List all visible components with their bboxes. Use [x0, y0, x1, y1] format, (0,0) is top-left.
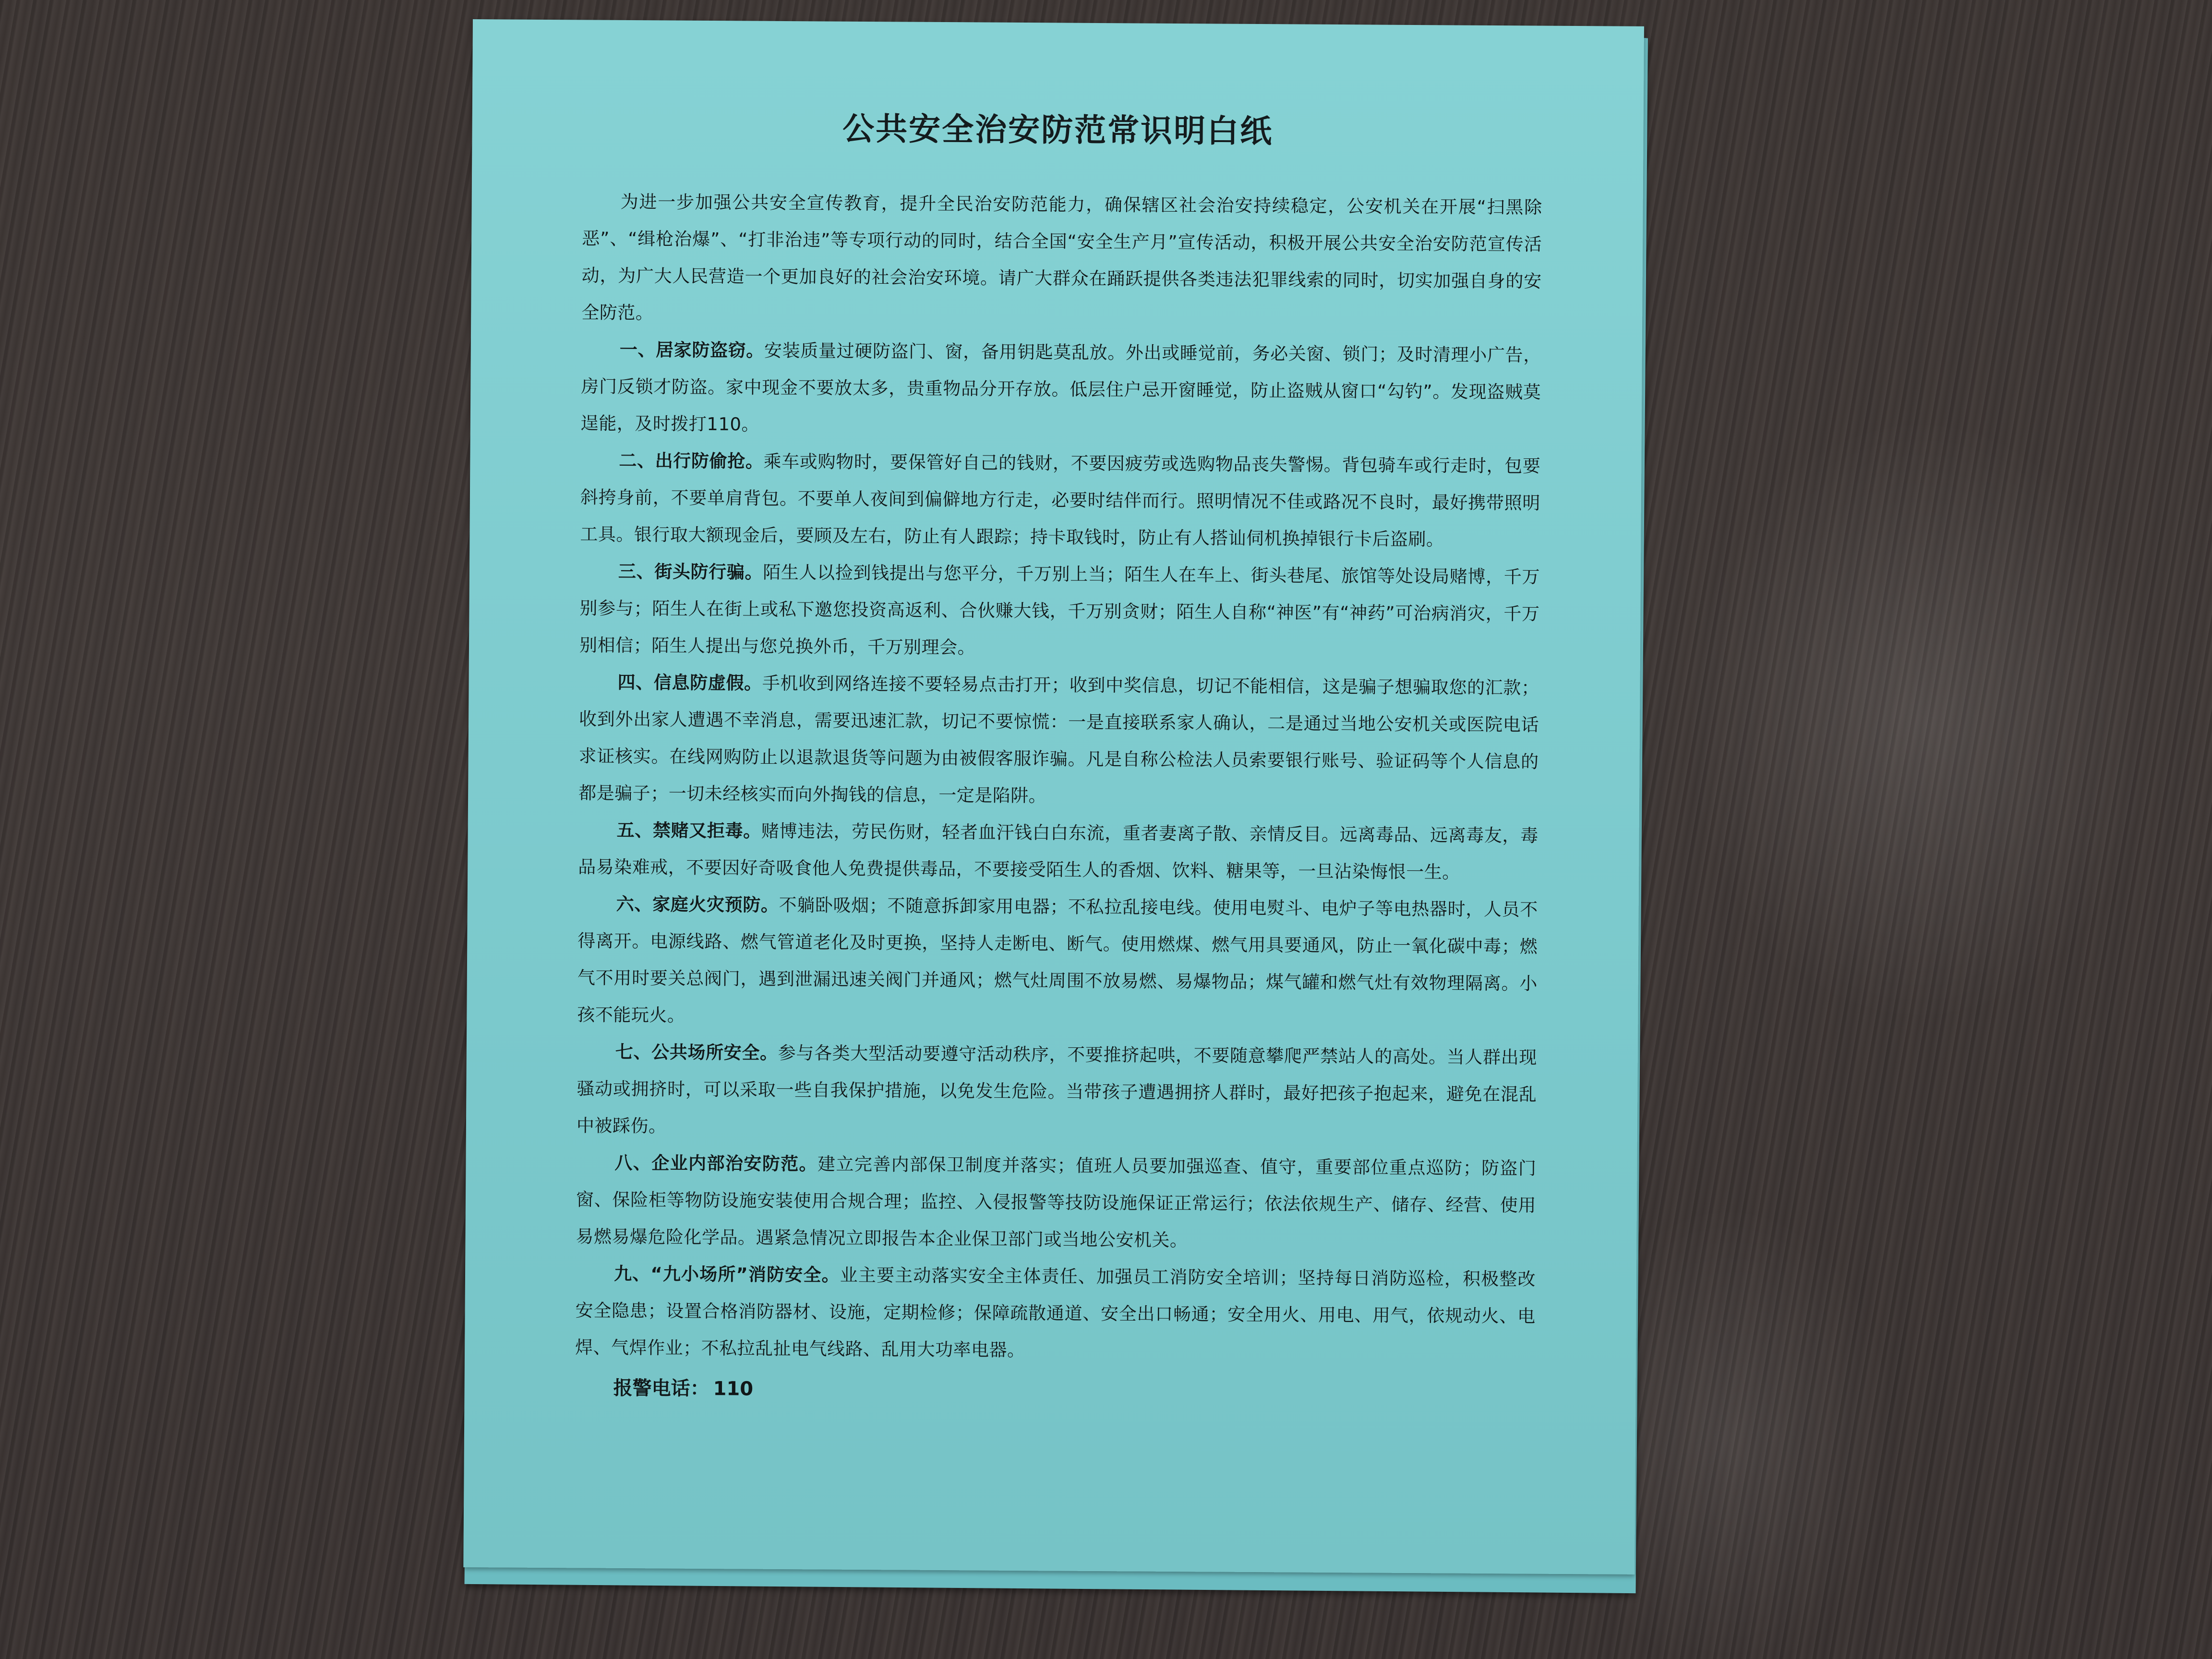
section-false-info	[578, 663, 1539, 817]
section-heading: 九、“九小场所”消防安全。	[613, 1263, 840, 1286]
section-heading: 三、街头防行骗。	[618, 561, 763, 583]
section-nine-small-places	[575, 1255, 1536, 1371]
section-text: 乘车或购物时，要保管好自己的钱财，不要因疲劳或选购物品丧失警惕。背包骑车或行走时，包要斜挎身前，不要单肩背包。不要单人夜间到偏僻地方行走，必要时结伴而行。照明情况不佳或路况不良时，最好携带照明工具。银行取大额现金后，要顾及左右，防止有人跟踪；持卡取钱时，防止有人搭讪伺机换掉银行卡后盗刷。	[580, 451, 1541, 550]
phone-label: 报警电话：	[613, 1377, 709, 1400]
section-home-theft	[581, 331, 1541, 447]
section-text: 手机收到网络连接不要轻易点击打开；收到中奖信息，切记不能相信，这是骗子想骗取您的汇款；收到外出家人遭遇不幸消息，需要迅速汇款，切记不要惊慌：一是直接联系家人确认，二是通过当地公安机关或医院电话求证核实。在线网购防止以退款退货等问题为由被假客服诈骗。凡是自称公检法人员索要银行账号、验证码等个人信息的都是骗子；一切未经核实而向外掏钱的信息，一定是陷阱。	[578, 673, 1539, 806]
section-travel-robbery	[580, 442, 1540, 558]
section-text: 不躺卧吸烟；不随意拆卸家用电器；不私拉乱接电线。使用电熨斗、电炉子等电热器时，人员不得离开。电源线路、燃气管道老化及时更换，坚持人走断电、断气。使用燃煤、燃气用具要通风，防止一氧化碳中毒；燃气不用时要关总阀门，遇到泄漏迅速关阀门并通风；燃气灶周围不放易燃、易爆物品；煤气罐和燃气灶有效物理隔离。小孩不能玩火。	[577, 894, 1538, 1026]
phone-number: 110	[713, 1378, 754, 1400]
section-gambling-drugs	[578, 811, 1539, 891]
section-heading: 七、公共场所安全。	[615, 1041, 778, 1063]
section-text: 业主要主动落实安全主体责任、加强员工消防安全培训；坚持每日消防巡检，积极整改安全隐患；设置合格消防器材、设施，定期检修；保障疏散通道、安全出口畅通；安全用火、用电、用气，依规动火、电焊、气焊作业；不私拉乱扯电气线路、乱用大功率电器。	[575, 1264, 1536, 1361]
section-text: 建立完善内部保卫制度并落实；值班人员要加强巡查、值守，重要部位重点巡防；防盗门窗、保险柜等物防设施安装使用合规合理；监控、入侵报警等技防设施保证正常运行；依法依规生产、储存、经营、使用易燃易爆危险化学品。遇紧急情况立即报告本企业保卫部门或当地公安机关。	[576, 1154, 1537, 1251]
document-title: 公共安全治安防范常识明白纸	[842, 110, 1274, 150]
section-heading: 六、家庭火灾预防。	[616, 893, 779, 915]
notice-paper	[463, 19, 1644, 1575]
section-enterprise-security	[576, 1144, 1536, 1261]
section-heading: 二、出行防偷抢。	[619, 450, 764, 472]
section-public-places	[577, 1033, 1537, 1150]
section-street-fraud	[579, 553, 1540, 669]
section-text: 赌博违法，劳民伤财，轻者血汗钱白白东流，重者妻离子散、亲情反目。远离毒品、远离毒友，毒品易染难戒，不要因好奇吸食他人免费提供毒品，不要接受陌生人的香烟、饮料、糖果等，一旦沾染悔恨一生。	[578, 820, 1539, 883]
section-heading: 四、信息防虚假。	[617, 672, 762, 694]
section-heading: 五、禁赌又拒毒。	[616, 819, 762, 842]
paper-stack	[473, 19, 1647, 1575]
document-body	[575, 183, 1542, 1412]
section-heading: 八、企业内部治安防范。	[614, 1152, 818, 1175]
emergency-phone-line	[575, 1370, 1535, 1412]
section-text: 参与各类大型活动要遵守活动秩序，不要推挤起哄，不要随意攀爬严禁站人的高处。当人群出现骚动或拥挤时，可以采取一些自我保护措施，以免发生危险。当带孩子遭遇拥挤人群时，最好把孩子抱起来，避免在混乱中被踩伤。	[576, 1042, 1537, 1137]
section-text: 安装质量过硬防盗门、窗，备用钥匙莫乱放。外出或睡觉前，务必关窗、锁门；及时清理小广告，房门反锁才防盗。家中现金不要放太多，贵重物品分开存放。低层住户忌开窗睡觉，防止盗贼从窗口“勾钓”。发现盗贼莫逞能，及时拨打110。	[580, 340, 1541, 435]
section-text: 陌生人以捡到钱提出与您平分，千万别上当；陌生人在车上、街头巷尾、旅馆等处设局赌博，千万别参与；陌生人在街上或私下邀您投资高返利、合伙赚大钱，千万别贪财；陌生人自称“神医”有“神药”可治病消灾，千万别相信；陌生人提出与您兑换外币，千万别理会。	[579, 562, 1540, 658]
intro-paragraph: 为进一步加强公共安全宣传教育，提升全民治安防范能力，确保辖区社会治安持续稳定，公安机关在开展“扫黑除恶”、“缉枪治爆”、“打非治违”等专项行动的同时，结合全国“安全生产月”宣传活动，积极开展公共安全治安防范宣传活动，为广大人民营造一个更加良好的社会治安环境。请广大群众在踊跃提供各类违法犯罪线索的同时，切实加强自身的安全防范。	[581, 191, 1542, 324]
section-heading: 一、居家防盗窃。	[619, 339, 765, 361]
section-home-fire	[577, 885, 1538, 1039]
